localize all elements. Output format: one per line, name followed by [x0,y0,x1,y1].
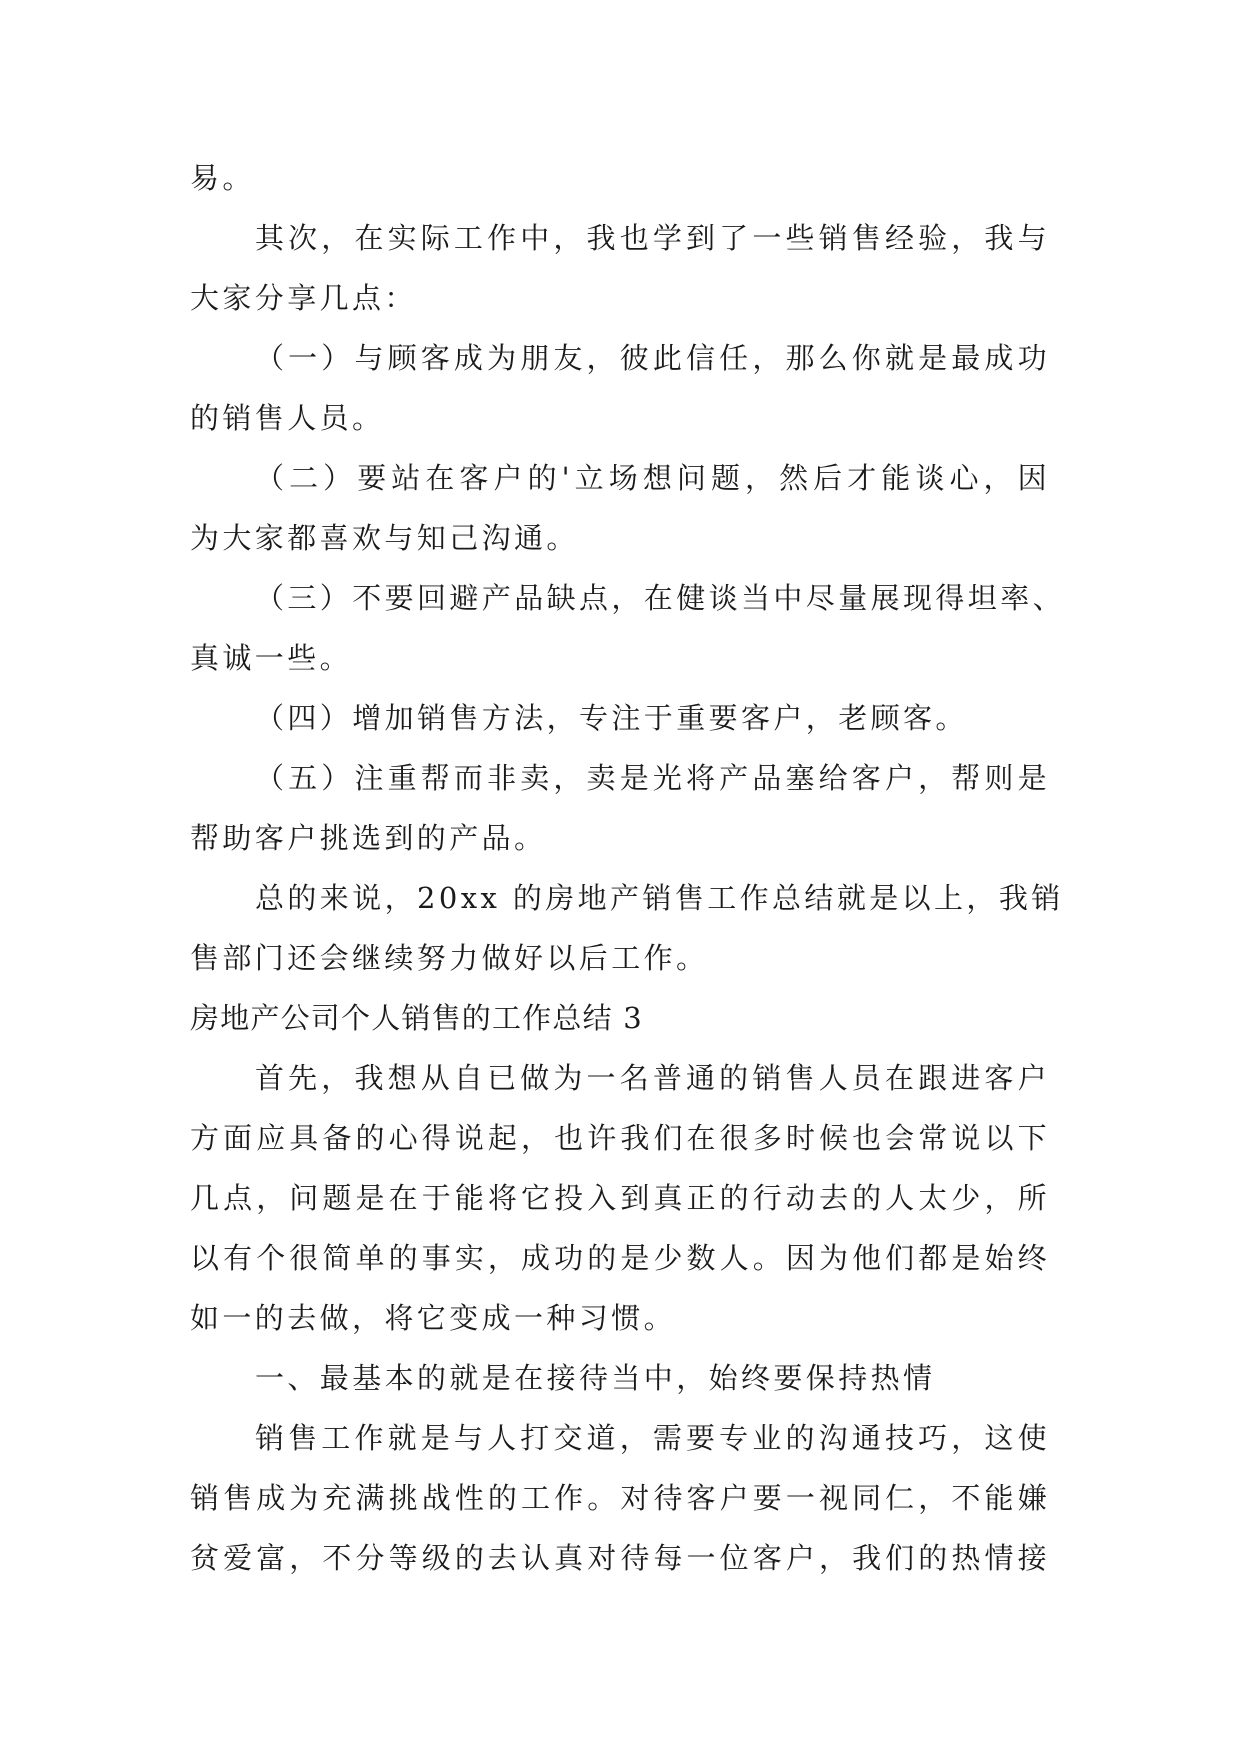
subheading: 一、最基本的就是在接待当中，始终要保持热情 [255,1361,936,1395]
paragraph-line: 易。 [190,161,255,195]
list-item-line: 帮助客户挑选到的产品。 [190,821,547,855]
list-item-line: （一）与顾客成为朋友，彼此信任，那么你就是最成功 [255,341,1050,375]
list-item-line: 的销售人员。 [190,401,385,435]
paragraph-line: 首先，我想从自已做为一名普通的销售人员在跟进客户 [255,1061,1050,1095]
paragraph-line: 销售工作就是与人打交道，需要专业的沟通技巧，这使 [255,1421,1050,1455]
paragraph-line: 贫爱富，不分等级的去认真对待每一位客户，我们的热情接 [190,1541,1050,1575]
list-item-line: 真诚一些。 [190,641,353,675]
paragraph-line: 方面应具备的心得说起，也许我们在很多时候也会常说以下 [190,1121,1050,1155]
list-item-line: （三）不要回避产品缺点，在健谈当中尽量展现得坦率、 [255,581,1066,615]
paragraph-line: 总的来说，20xx 的房地产销售工作总结就是以上，我销 [255,881,1064,915]
paragraph-line: 以有个很简单的事实，成功的是少数人。因为他们都是始终 [190,1241,1050,1275]
list-item-line: 为大家都喜欢与知己沟通。 [190,521,579,555]
paragraph-line: 如一的去做，将它变成一种习惯。 [190,1301,677,1335]
paragraph-line: 其次，在实际工作中，我也学到了一些销售经验，我与 [255,221,1050,255]
paragraph-line: 大家分享几点： [190,281,417,315]
list-item-line: （四）增加销售方法，专注于重要客户，老顾客。 [255,701,968,735]
list-item-line: （五）注重帮而非卖，卖是光将产品塞给客户，帮则是 [255,761,1050,795]
list-item-line: （二）要站在客户的'立场想问题，然后才能谈心，因 [255,461,1050,495]
paragraph-line: 几点，问题是在于能将它投入到真正的行动去的人太少，所 [190,1181,1050,1215]
paragraph-line: 销售成为充满挑战性的工作。对待客户要一视同仁，不能嫌 [190,1481,1050,1515]
section-title: 房地产公司个人销售的工作总结 3 [190,1001,643,1035]
paragraph-line: 售部门还会继续努力做好以后工作。 [190,941,709,975]
